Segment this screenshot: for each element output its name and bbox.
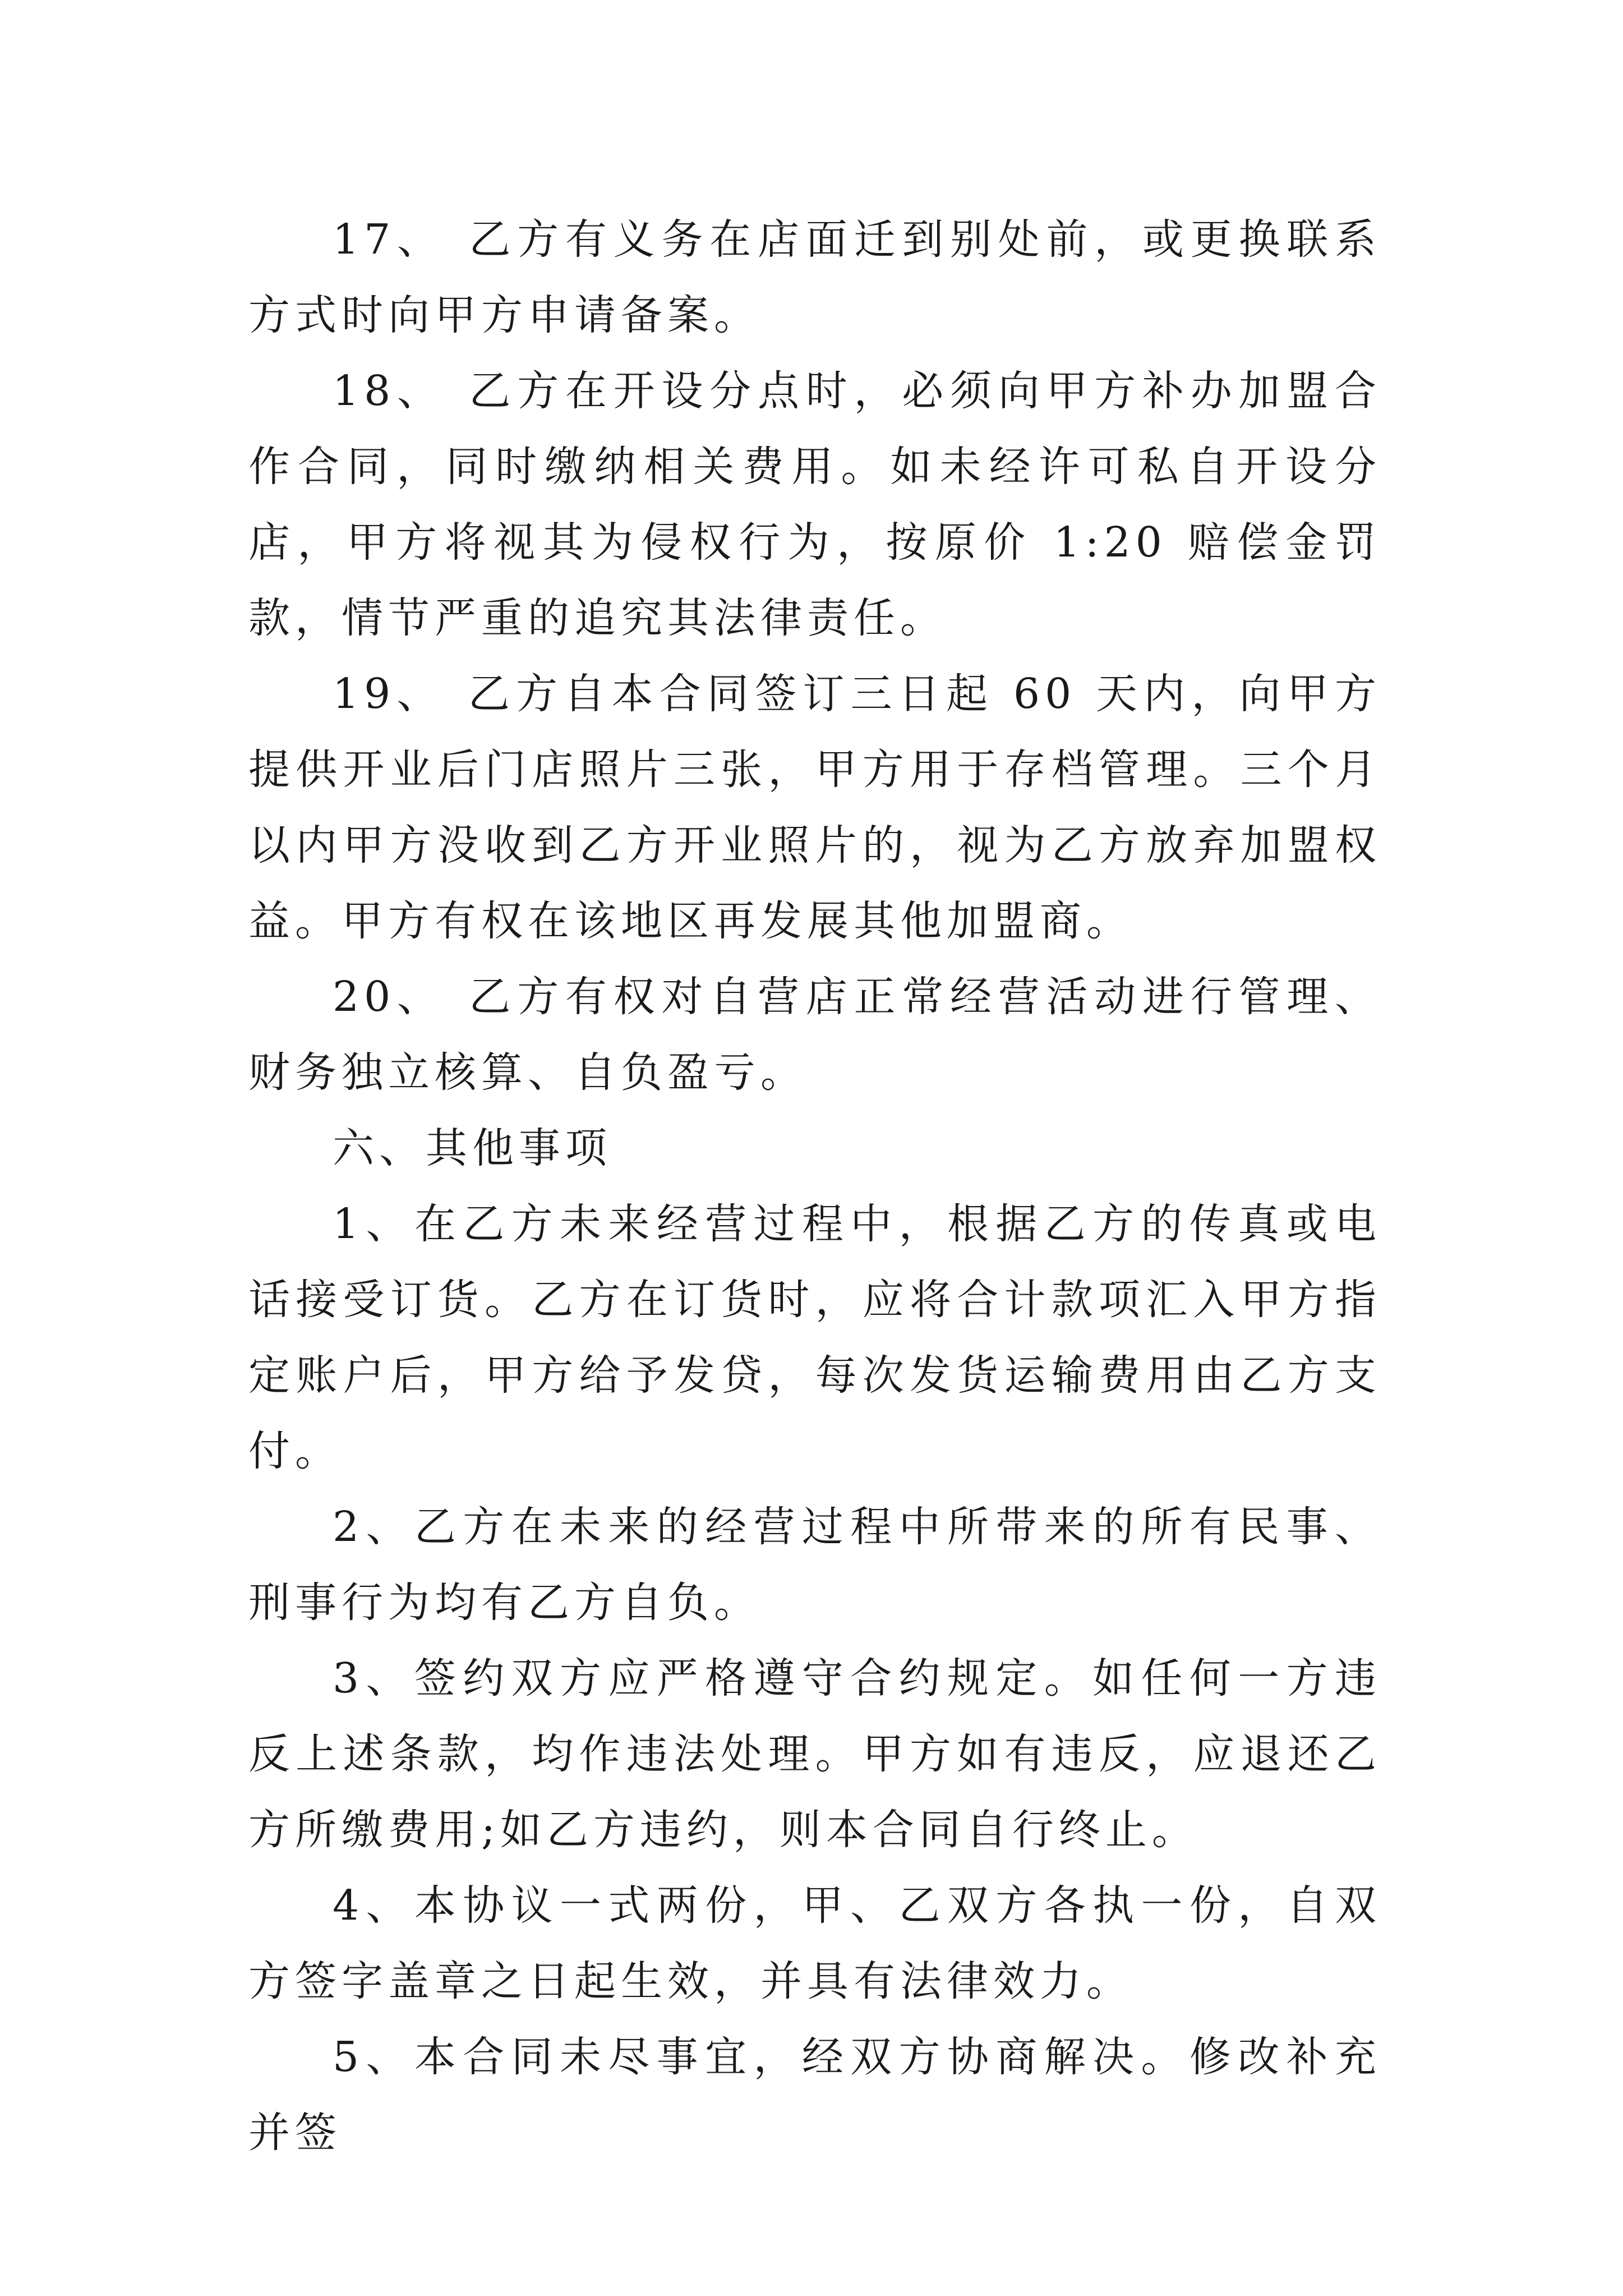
clause-18 [248, 353, 1381, 656]
clause-19 [248, 656, 1381, 959]
other-item-5: 5、本合同未尽事宜，经双方协商解决。修改补充并签 [248, 2033, 1381, 2157]
section-heading: 六、其他事项 [333, 1124, 612, 1172]
clause-text: 乙方有义务在店面迁到别处前，或更换联系方式时向甲方申请备案。 [248, 215, 1381, 339]
document-body [248, 202, 1381, 2171]
clause-20 [248, 959, 1381, 1111]
clause-text: 乙方在开设分点时，必须向甲方补办加盟合作合同，同时缴纳相关费用。如未经许可私自开设分店，甲方将视其为侵权行为，按原价 1:20 赔偿金罚款，情节严重的追究其法律责任。 [248, 367, 1381, 642]
other-item-2: 2、乙方在未来的经营过程中所带来的所有民事、刑事行为均有乙方自负。 [248, 1503, 1381, 1627]
clause-text: 乙方有权对自营店正常经营活动进行管理、财务独立核算、自负盈亏。 [248, 973, 1381, 1097]
clause-number: 20、 [333, 973, 445, 1021]
clause-number: 17、 [333, 215, 445, 264]
clause-number: 19、 [333, 670, 445, 718]
other-item-1: 1、在乙方未来经营过程中，根据乙方的传真或电话接受订货。乙方在订货时，应将合计款项汇入甲方指定账户后，甲方给予发贷，每次发货运输费用由乙方支付。 [248, 1200, 1381, 1475]
clause-number: 18、 [333, 367, 445, 415]
clause-17 [248, 202, 1381, 353]
other-item-3: 3、签约双方应严格遵守合约规定。如任何一方违反上述条款，均作违法处理。甲方如有违反，应退还乙方所缴费用;如乙方违约，则本合同自行终止。 [248, 1654, 1381, 1854]
clause-text: 乙方自本合同签订三日起 60 天内，向甲方提供开业后门店照片三张，甲方用于存档管理。三个月以内甲方没收到乙方开业照片的，视为乙方放弃加盟权益。甲方有权在该地区再发展其他加盟商。 [248, 670, 1381, 945]
other-item-4: 4、本协议一式两份，甲、乙双方各执一份，自双方签字盖章之日起生效，并具有法律效力。 [248, 1881, 1381, 2005]
